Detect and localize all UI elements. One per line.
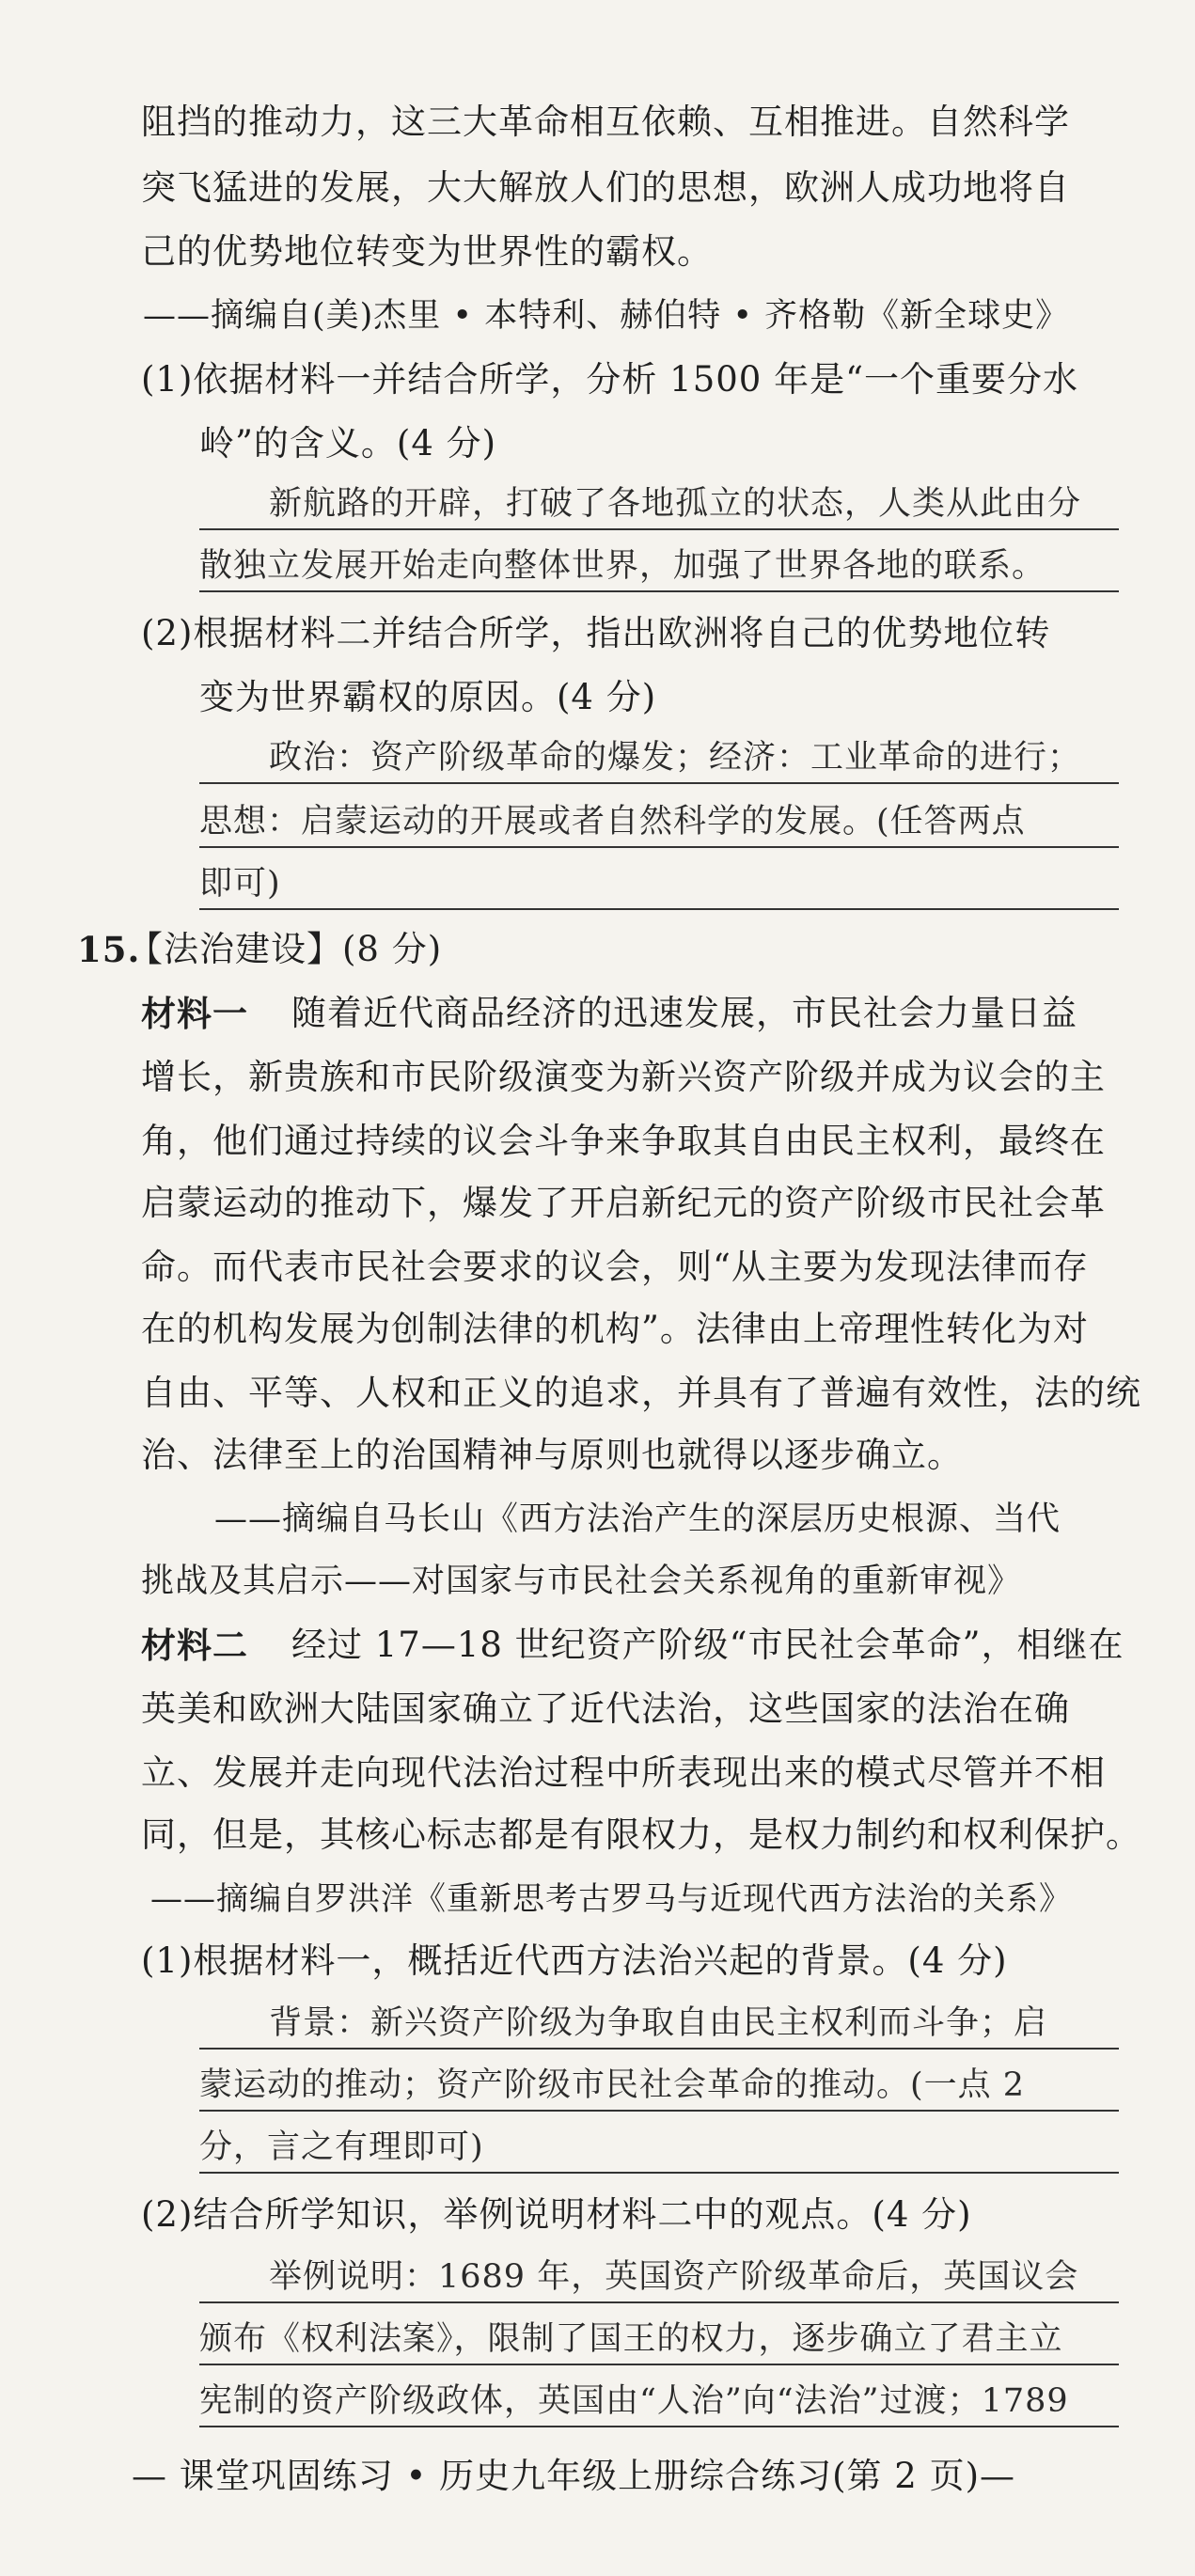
material-1-line: 在的机构发展为创制法律的机构”。法律由上帝理性转化为对 — [141, 1309, 1089, 1349]
material-1-label: 材料一 — [141, 993, 248, 1034]
answer-line: 政治：资产阶级革命的爆发；经济：工业革命的进行； — [199, 737, 1119, 784]
question-14-2-cont: 变为世界霸权的原因。(4 分) — [199, 677, 657, 717]
material-text-line: 阻挡的推动力，这三大革命相互依赖、互相推进。自然科学 — [141, 102, 1070, 142]
material-text-line: 己的优势地位转变为世界性的霸权。 — [141, 231, 713, 272]
material-2-line: 立、发展并走向现代法治过程中所表现出来的模式尽管并不相 — [141, 1752, 1106, 1793]
material-1-line: 治、法律至上的治国精神与原则也就得以逐步确立。 — [141, 1435, 963, 1475]
question-14-1-cont: 岭”的含义。(4 分) — [199, 423, 497, 463]
material-2-label: 材料二 — [141, 1625, 248, 1666]
question-number: 15. — [77, 929, 141, 970]
answer-line: 举例说明：1689 年，英国资产阶级革命后，英国议会 — [199, 2256, 1119, 2303]
material-1-line: 增长，新贵族和市民阶级演变为新兴资产阶级并成为议会的主 — [141, 1057, 1106, 1097]
answer-line: 蒙运动的推动；资产阶级市民社会革命的推动。(一点 2 — [199, 2065, 1119, 2112]
material-2-line: 经过 17—18 世纪资产阶级“市民社会革命”，相继在 — [291, 1625, 1124, 1665]
material-1-line: 随着近代商品经济的迅速发展，市民社会力量日益 — [291, 993, 1077, 1033]
source-citation: ——摘编自马长山《西方法治产生的深层历史根源、当代 — [214, 1500, 1061, 1538]
question-14-2: (2)根据材料二并结合所学，指出欧洲将自己的优势地位转 — [141, 613, 1051, 653]
material-1-line: 启蒙运动的推动下，爆发了开启新纪元的资产阶级市民社会革 — [141, 1183, 1106, 1223]
material-1-line: 自由、平等、人权和正义的追求，并具有了普遍有效性，法的统 — [141, 1373, 1141, 1413]
question-15-2: (2)结合所学知识，举例说明材料二中的观点。(4 分) — [141, 2194, 972, 2235]
material-1-line: 角，他们通过持续的议会斗争来争取其自由民主权利，最终在 — [141, 1121, 1106, 1161]
answer-line: 宪制的资产阶级政体，英国由“人治”向“法治”过渡；1789 — [199, 2380, 1119, 2427]
question-title: 【法治建设】(8 分) — [128, 929, 443, 969]
material-2-line: 同，但是，其核心标志都是有限权力，是权力制约和权利保护。 — [141, 1814, 1141, 1855]
question-14-1: (1)依据材料一并结合所学，分析 1500 年是“一个重要分水 — [141, 359, 1079, 400]
source-citation: ——摘编自罗洪洋《重新思考古罗马与近现代西方法治的关系》 — [150, 1880, 1072, 1918]
material-2-line: 英美和欧洲大陆国家确立了近代法治，这些国家的法治在确 — [141, 1689, 1070, 1729]
answer-line: 颁布《权利法案》，限制了国王的权力，逐步确立了君主立 — [199, 2318, 1119, 2365]
answer-line: 散独立发展开始走向整体世界，加强了世界各地的联系。 — [199, 545, 1119, 592]
material-1-line: 命。而代表市民社会要求的议会，则“从主要为发现法律而存 — [141, 1247, 1089, 1287]
source-citation: 挑战及其启示——对国家与市民社会关系视角的重新审视》 — [141, 1563, 1022, 1600]
page-footer: — 课堂巩固练习 • 历史九年级上册综合练习(第 2 页)— — [132, 2456, 1016, 2496]
question-15-1: (1)根据材料一，概括近代西方法治兴起的背景。(4 分) — [141, 1940, 1008, 1981]
answer-line: 即可) — [199, 863, 1119, 910]
answer-line: 新航路的开辟，打破了各地孤立的状态，人类从此由分 — [199, 483, 1119, 530]
answer-line: 分，言之有理即可) — [199, 2127, 1119, 2174]
answer-line: 思想：启蒙运动的开展或者自然科学的发展。(任答两点 — [199, 801, 1119, 848]
source-citation: ——摘编自(美)杰里 • 本特利、赫伯特 • 齐格勒《新全球史》 — [143, 297, 1070, 335]
answer-line: 背景：新兴资产阶级为争取自由民主权利而斗争；启 — [199, 2003, 1119, 2050]
material-text-line: 突飞猛进的发展，大大解放人们的思想，欧洲人成功地将自 — [141, 167, 1070, 208]
